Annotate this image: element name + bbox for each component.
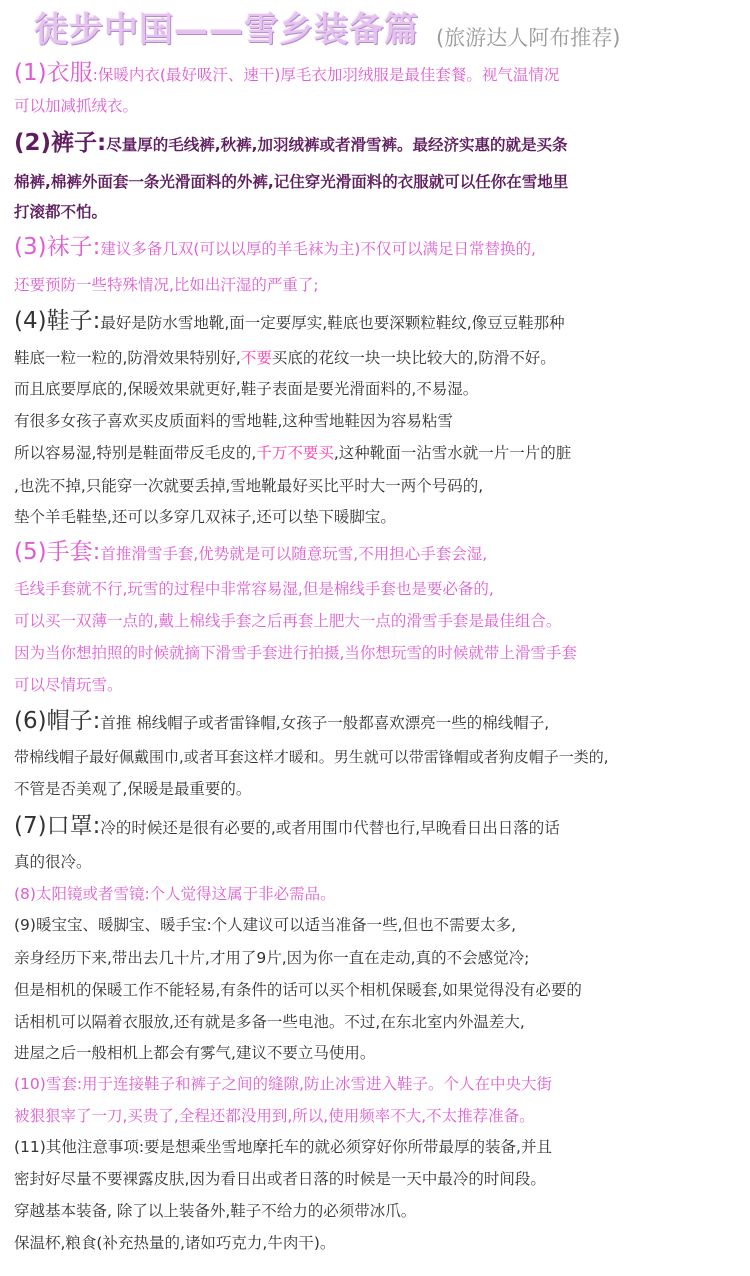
pants-text-3: 打滚都不怕。 [14, 203, 108, 221]
mask-heading: (7)口罩: [14, 813, 101, 839]
mask-text-1: 冷的时候还是很有必要的,或者用围巾代替也行,早晚看日出日落的话 [100, 819, 560, 837]
socks-heading: (3)袜子: [14, 234, 101, 260]
shoes-text-5 [14, 446, 571, 462]
page-title: 徒步中国——雪乡装备篇 [34, 10, 419, 50]
warmers-text-4: 话相机可以隔着衣服放,还有就是多备一些电池。不过,在东北室内外温差大, [14, 1013, 525, 1031]
author-note: (旅游达人阿布推荐) [436, 26, 621, 50]
shoes-warning-never-buy: 千万不要买 [256, 444, 334, 462]
socks-text-1: 建议多备几双(可以以厚的羊毛袜为主)不仅可以满足日常替换的, [100, 240, 536, 258]
gloves-text-3: 可以买一双薄一点的,戴上棉线手套之后再套上肥大一点的滑雪手套是最佳组合。 [14, 612, 562, 630]
mask-text-2: 真的很冷。 [14, 853, 92, 871]
socks-text-2: 还要预防一些特殊情况,比如出汗湿的严重了; [14, 276, 319, 294]
hat-heading: (6)帽子: [14, 708, 101, 734]
shoes-warning-dont-buy: 不要 [240, 349, 272, 367]
shoes-text-2c: 买底的花纹一块一块比较大的,防滑不好。 [271, 349, 556, 367]
hat-text-3: 不管是否美观了,保暖是最重要的。 [14, 780, 252, 798]
clothes-heading: (1)衣服 [14, 60, 93, 86]
clothes-text-2: 可以加减抓绒衣。 [14, 97, 139, 115]
mask-section-line-1 [14, 815, 560, 838]
gloves-heading: (5)手套: [14, 539, 101, 565]
shoes-text-4: 有很多女孩子喜欢买皮质面料的雪地鞋,这种雪地鞋因为容易粘雪 [14, 412, 453, 430]
shoes-text-5a: 所以容易湿,特别是鞋面带反毛皮的, [14, 444, 257, 462]
warmers-text-3: 但是相机的保暖工作不能轻易,有条件的话可以买个相机保暖套,如果觉得没有必要的 [14, 981, 582, 999]
pants-section-line-1 [14, 132, 568, 155]
hat-text-2: 带棉线帽子最好佩戴围巾,或者耳套这样才暖和。男生就可以带雷锋帽或者狗皮帽子一类的, [14, 748, 609, 766]
warmers-text-5: 进屋之后一般相机上都会有雾气,建议不要立马使用。 [14, 1044, 376, 1062]
gloves-text-4: 因为当你想拍照的时候就摘下滑雪手套进行拍摄,当你想玩雪的时候就带上滑雪手套 [14, 644, 577, 662]
shoes-text-7: 垫个羊毛鞋垫,还可以多穿几双袜子,还可以垫下暖脚宝。 [14, 508, 396, 526]
clothes-section-line-1 [14, 62, 559, 85]
gloves-text-2: 毛线手套就不行,玩雪的过程中非常容易湿,但是棉线手套也是要必备的, [14, 580, 494, 598]
others-text-3: 穿越基本装备, 除了以上装备外,鞋子不给力的必须带冰爪。 [14, 1202, 417, 1220]
pants-heading: (2)裤子: [14, 130, 107, 156]
shoes-text-2a: 鞋底一粒一粒的,防滑效果特别好, [14, 349, 241, 367]
hat-text-1: 首推 棉线帽子或者雷锋帽,女孩子一般都喜欢漂亮一些的棉线帽子, [100, 714, 550, 732]
title-banner [0, 0, 750, 48]
hat-section-line-1 [14, 710, 549, 733]
gloves-text-5: 可以尽情玩雪。 [14, 676, 123, 694]
shoes-text-2 [14, 351, 556, 367]
clothes-text-1: :保暖内衣(最好吸汗、速干)厚毛衣加羽绒服是最佳套餐。视气温情况 [92, 66, 560, 84]
gloves-text-1: 首推滑雪手套,优势就是可以随意玩雪,不用担心手套会湿, [100, 545, 488, 563]
socks-section-line-1 [14, 236, 536, 259]
others-text-4: 保温杯,粮食(补充热量的,诸如巧克力,牛肉干)。 [14, 1234, 336, 1252]
shoes-text-3: 而且底要厚底的,保暖效果就更好,鞋子表面是要光滑面料的,不易湿。 [14, 380, 479, 398]
shoes-text-1: 最好是防水雪地靴,面一定要厚实,鞋底也要深颗粒鞋纹,像豆豆鞋那种 [100, 314, 565, 332]
warmers-text-2: 亲身经历下来,带出去几十片,才用了9片,因为你一直在走动,真的不会感觉冷; [14, 949, 530, 967]
shoes-heading: (4)鞋子: [14, 308, 101, 334]
shoes-text-5c: ,这种靴面一沾雪水就一片一片的脏 [333, 444, 572, 462]
gaiters-text-2: 被狠狠宰了一刀,买贵了,全程还都没用到,所以,使用频率不大,不太推荐准备。 [14, 1107, 535, 1125]
gaiters-text-1: (10)雪套:用于连接鞋子和裤子之间的缝隙,防止冰雪进入鞋子。个人在中央大街 [14, 1075, 552, 1093]
shoes-section-line-1 [14, 310, 565, 333]
shoes-text-6: ,也洗不掉,只能穿一次就要丢掉,雪地靴最好买比平时大一两个号码的, [14, 477, 484, 495]
others-text-1: (11)其他注意事项:要是想乘坐雪地摩托车的就必须穿好你所带最厚的装备,并且 [14, 1138, 552, 1156]
others-text-2: 密封好尽量不要裸露皮肤,因为看日出或者日落的时候是一天中最冷的时间段。 [14, 1170, 546, 1188]
gloves-section-line-1 [14, 541, 487, 564]
glasses-text-1: (8)太阳镜或者雪镜:个人觉得这属于非必需品。 [14, 885, 336, 903]
pants-text-2: 棉裤,棉裤外面套一条光滑面料的外裤,记住穿光滑面料的衣服就可以任你在雪地里 [14, 173, 569, 191]
warmers-text-1: (9)暖宝宝、暖脚宝、暖手宝:个人建议可以适当准备一些,但也不需要太多, [14, 916, 517, 934]
pants-text-1: 尽量厚的毛线裤,秋裤,加羽绒裤或者滑雪裤。最经济实惠的就是买条 [106, 136, 568, 154]
